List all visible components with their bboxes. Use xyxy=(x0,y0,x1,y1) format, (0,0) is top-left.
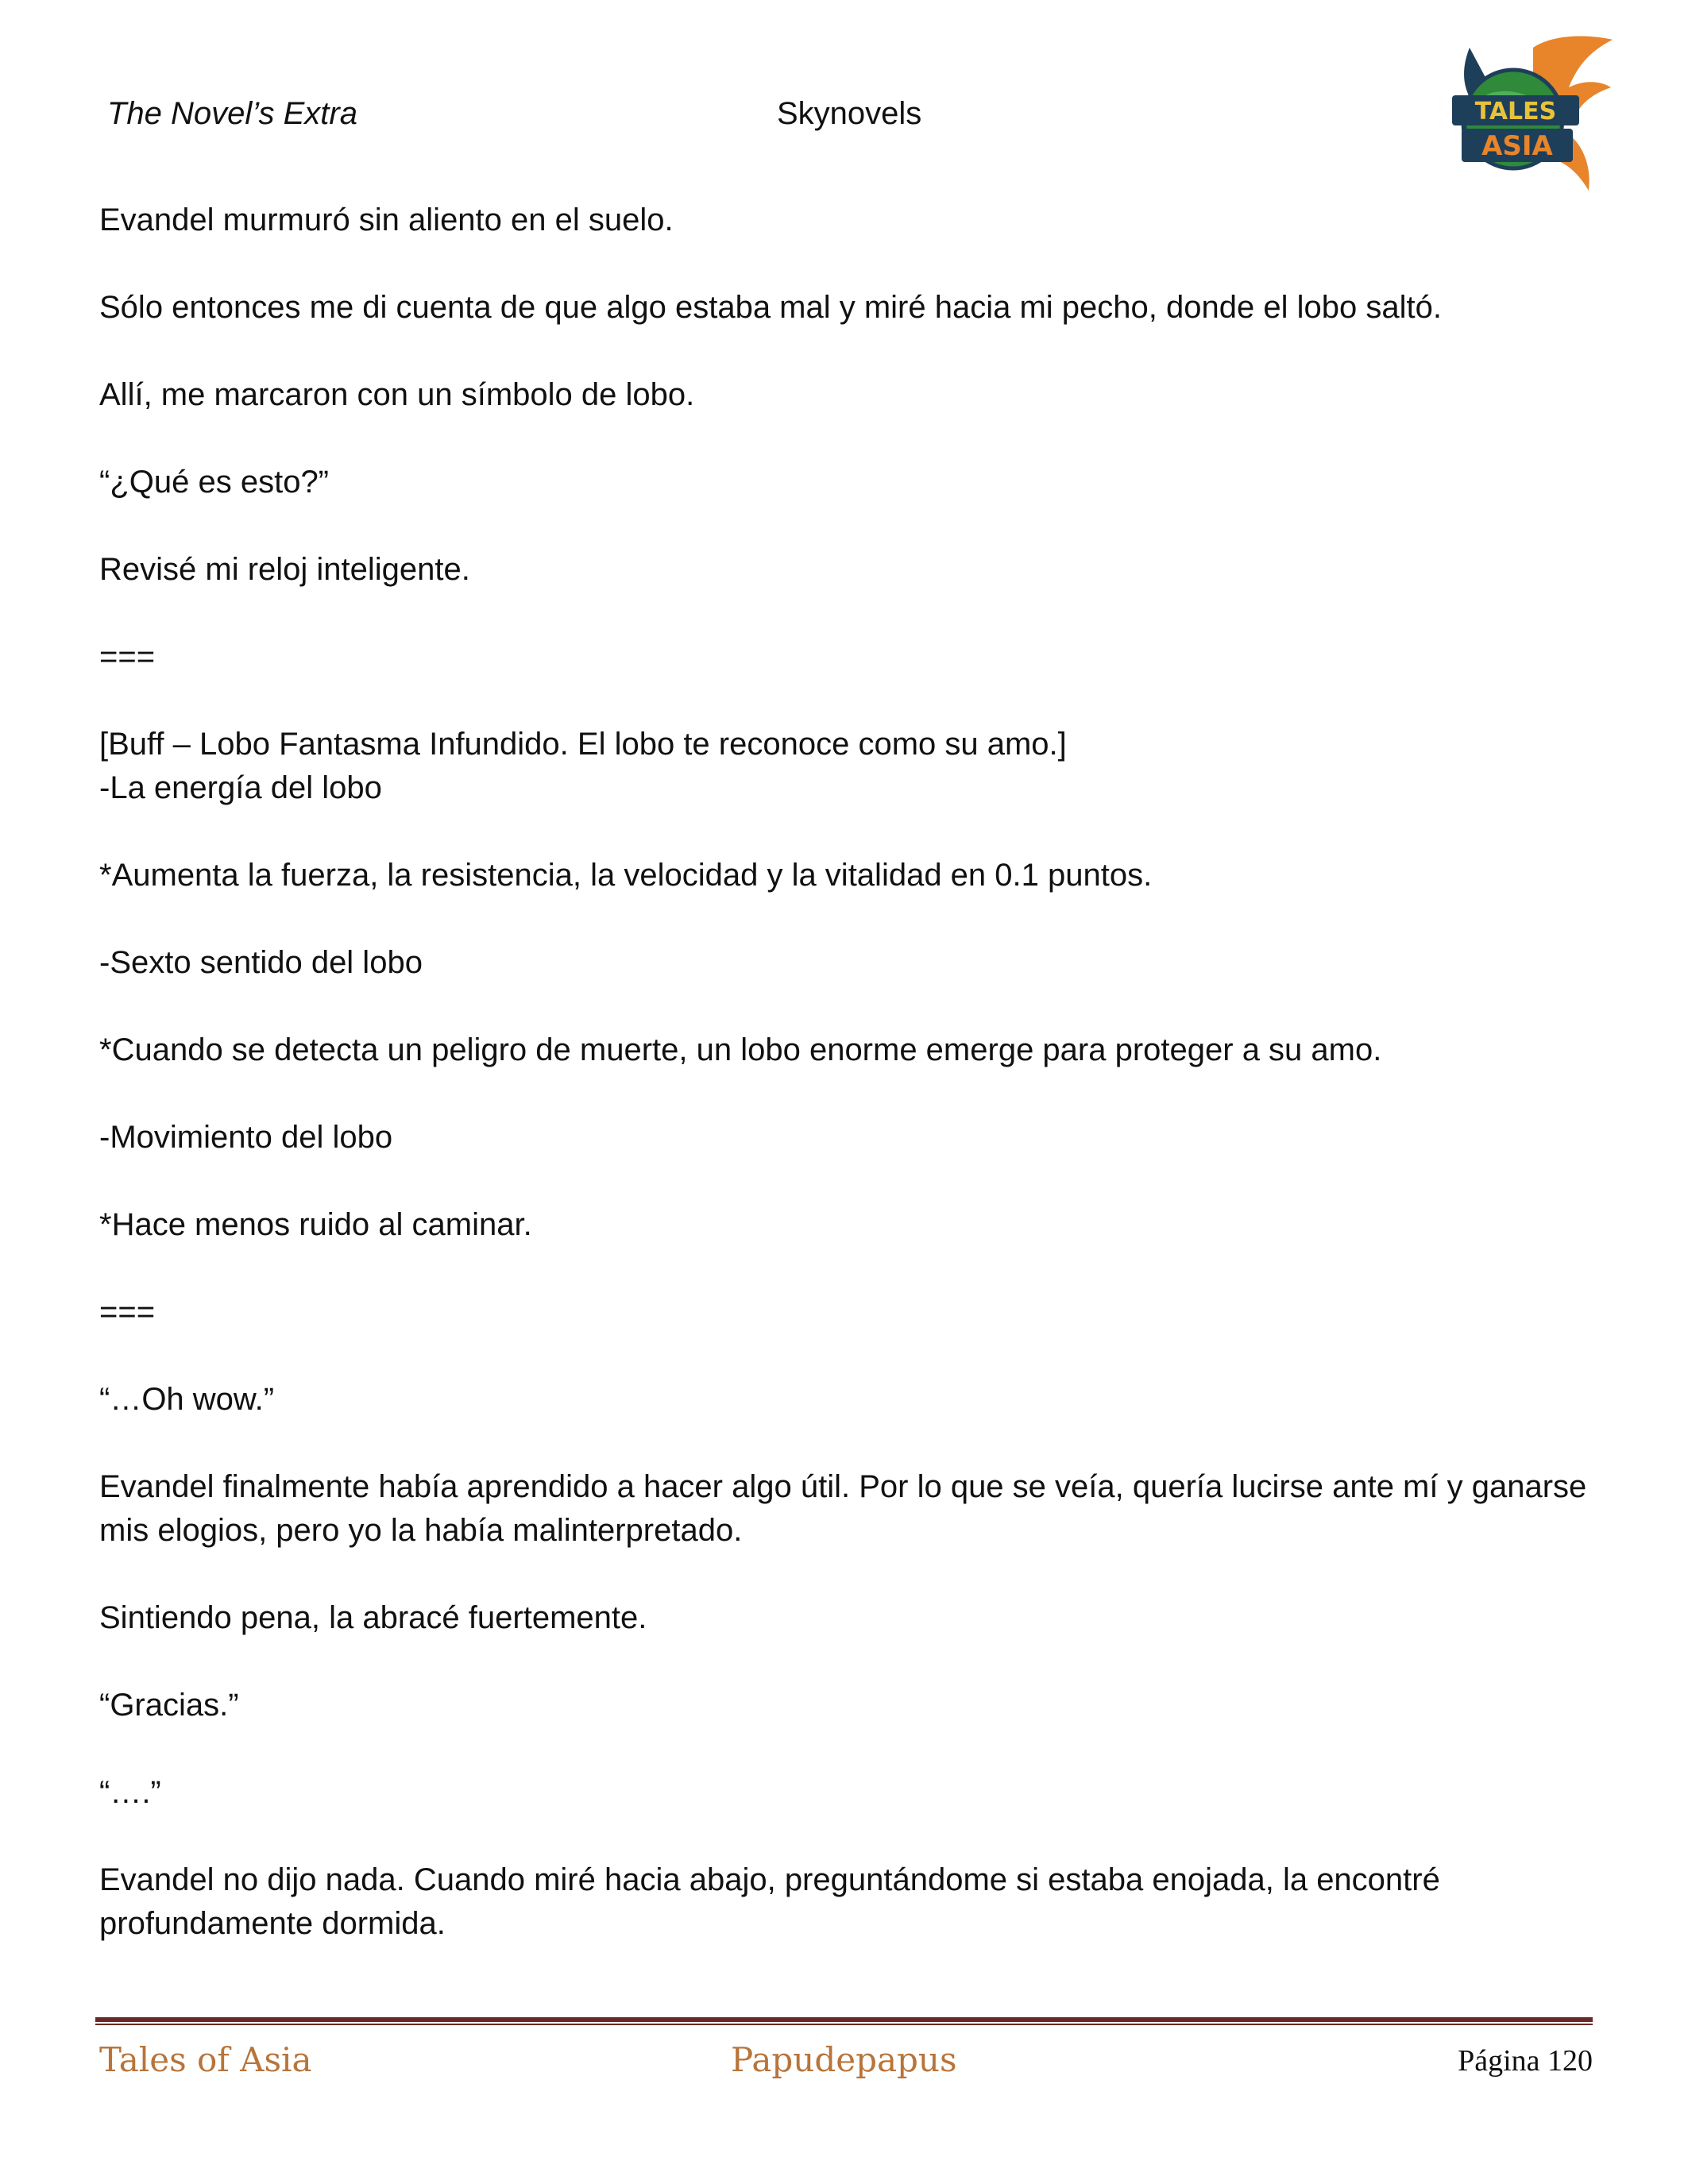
paragraph: -Sexto sentido del lobo xyxy=(99,945,423,980)
paragraph: “….” xyxy=(99,1775,161,1810)
logo-text-top: TALES xyxy=(1474,98,1557,125)
paragraph: “¿Qué es esto?” xyxy=(99,465,330,500)
site-name: Skynovels xyxy=(777,96,922,131)
footer-publisher: Tales of Asia xyxy=(99,2040,312,2079)
paragraph: Sintiendo pena, la abracé fuertemente. xyxy=(99,1600,647,1635)
paragraph: *Aumenta la fuerza, la resistencia, la velocidad y la vitalidad en 0.1 puntos. xyxy=(99,858,1153,893)
footer-divider xyxy=(95,2017,1593,2025)
paragraph: -La energía del lobo xyxy=(99,770,382,805)
paragraph: Evandel finalmente había aprendido a hacer algo útil. Por lo que se veía, quería lucirse ante mí y ganarse mis elogios, pero yo la había malinterpretado. xyxy=(99,1469,1587,1548)
paragraph: -Movimiento del lobo xyxy=(99,1120,393,1155)
tales-of-asia-logo xyxy=(1438,32,1617,203)
paragraph: “Gracias.” xyxy=(99,1688,239,1723)
paragraph: Evandel murmuró sin aliento en el suelo. xyxy=(99,203,674,237)
page-number: Página 120 xyxy=(1458,2044,1593,2078)
novel-title: The Novel’s Extra xyxy=(107,96,357,131)
buff-title: [Buff – Lobo Fantasma Infundido. El lobo te reconoce como su amo.] xyxy=(99,727,1067,762)
paragraph: Allí, me marcaron con un símbolo de lobo. xyxy=(99,377,695,412)
paragraph: *Hace menos ruido al caminar. xyxy=(99,1207,532,1242)
paragraph: Sólo entonces me di cuenta de que algo estaba mal y miré hacia mi pecho, donde el lobo saltó. xyxy=(99,290,1442,325)
separator: === xyxy=(99,639,156,674)
footer-translator: Papudepapus xyxy=(731,2040,957,2079)
paragraph: *Cuando se detecta un peligro de muerte, un lobo enorme emerge para proteger a su amo. xyxy=(99,1032,1382,1067)
chapter-body xyxy=(99,199,1593,1989)
paragraph: “…Oh wow.” xyxy=(99,1382,275,1417)
separator: === xyxy=(99,1295,156,1329)
logo-text-bottom: ASIA xyxy=(1481,130,1553,162)
paragraph: Revisé mi reloj inteligente. xyxy=(99,552,470,587)
paragraph: Evandel no dijo nada. Cuando miré hacia abajo, preguntándome si estaba enojada, la encontré profundamente dormida. xyxy=(99,1862,1440,1941)
